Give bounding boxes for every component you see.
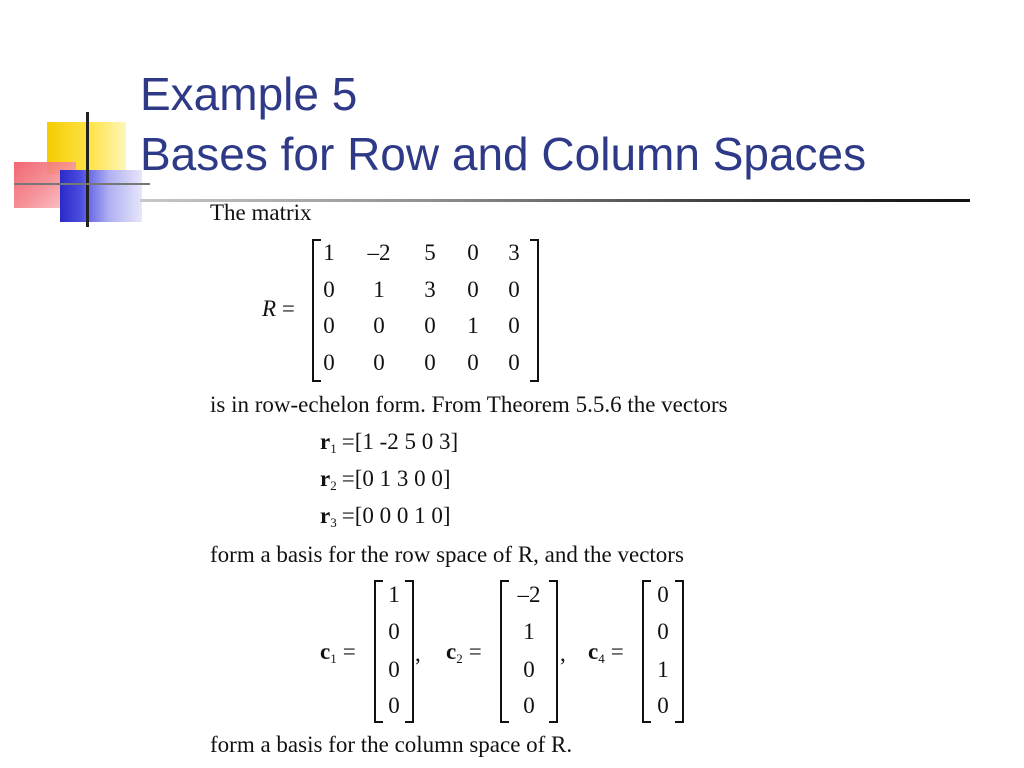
column-vector-label [320,639,356,672]
matrix-cell: 0 [388,693,400,718]
matrix-cell: 0 [657,693,669,718]
matrix-cell: 1 [467,313,479,338]
matrix-cell: 1 [657,657,669,682]
matrix-cell: 3 [424,277,436,302]
matrix-cell: 1 [323,240,335,265]
matrix-cell: 0 [523,657,535,682]
vector-subscript: 2 [456,651,463,666]
row-basis-text: form a basis for the row space of R, and the vectors [210,542,684,567]
matrix-R [312,239,539,382]
equals-sign: = [341,429,355,454]
matrix-cell: 0 [373,350,385,375]
matrix-cell: 0 [657,582,669,607]
matrix-cell: 0 [523,693,535,718]
vector-subscript: 2 [330,478,337,493]
vector-value: [0 0 0 1 0] [354,503,451,528]
matrix-cell: 1 [388,582,400,607]
matrix-cell: 0 [323,277,335,302]
vector-subscript: 4 [598,651,605,666]
equals-sign: = [281,296,295,321]
matrix-cell: 0 [467,240,479,265]
vector-subscript: 3 [330,515,337,530]
equals-sign: = [341,466,355,491]
matrix-cell: 3 [508,240,520,265]
vector-value: [1 -2 5 0 3] [354,429,459,454]
matrix-cell: 0 [508,313,520,338]
decorative-vertical-line [86,112,89,227]
column-vector-matrix [642,580,684,723]
matrix-cell: 1 [523,619,535,644]
matrix-cell: 0 [467,350,479,375]
comma-separator: , [415,641,421,666]
equals-sign: = [468,639,482,664]
matrix-cell: 0 [323,350,335,375]
row-echelon-text: is in row-echelon form. From Theorem 5.5.6 the vectors [210,392,728,417]
slide-title-line-2: Bases for Row and Column Spaces [140,128,867,180]
right-bracket [549,580,558,723]
row-vector [320,429,458,462]
matrix-cell: –2 [517,582,541,607]
matrix-cell: 0 [508,350,520,375]
column-vector-matrix [374,580,414,723]
intro-text: The matrix [210,200,312,225]
matrix-cell: 0 [373,313,385,338]
vector-name: r [320,429,331,454]
matrix-cell: 0 [424,350,436,375]
matrix-cell: 0 [388,657,400,682]
row-vector [320,503,451,536]
column-basis-text: form a basis for the column space of R. [210,732,573,757]
right-bracket [530,239,539,382]
equals-sign: = [341,503,355,528]
matrix-cell: 5 [424,240,436,265]
matrix-cell: 0 [508,277,520,302]
vector-subscript: 1 [330,441,337,456]
matrix-cell: 0 [467,277,479,302]
slide-title-line-1: Example 5 [140,68,358,120]
comma-separator: , [560,641,566,666]
equals-sign: = [342,639,356,664]
matrix-cell: 0 [424,313,436,338]
vector-name: c [320,639,331,664]
column-vector-matrix [500,580,558,723]
matrix-cell: 0 [388,619,400,644]
slide-title [140,64,866,184]
matrix-cell: 0 [657,619,669,644]
matrix-cell: –2 [367,240,391,265]
left-bracket [500,580,509,723]
vector-name: r [320,466,331,491]
vector-name: c [588,639,599,664]
matrix-cell: 0 [323,313,335,338]
matrix-cell: 1 [373,277,385,302]
column-vector-label [588,639,624,672]
vector-name: r [320,503,331,528]
vector-value: [0 1 3 0 0] [354,466,451,491]
decorative-squares [0,0,150,240]
equals-sign: = [610,639,624,664]
decorative-horizontal-line [14,183,150,185]
row-vector [320,466,451,499]
column-vector-label [446,639,482,672]
vector-subscript: 1 [330,651,337,666]
matrix-name: R [262,296,277,321]
blue-square [60,170,142,222]
matrix-label [262,296,295,322]
vector-name: c [446,639,457,664]
